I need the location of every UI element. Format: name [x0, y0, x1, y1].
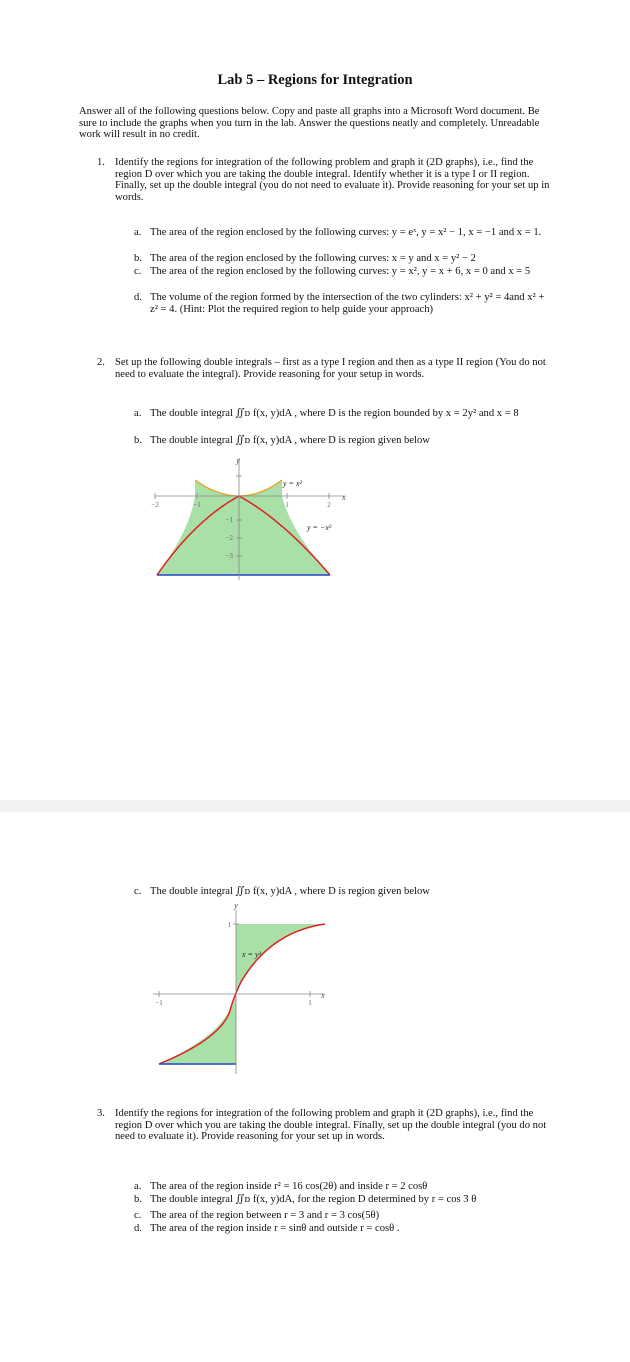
graph1-xtick-label-m1: −1: [193, 501, 201, 509]
graph1-ytick-label-m3: −3: [225, 552, 233, 560]
graph1-xtick-label-m2: −2: [151, 501, 159, 509]
graph1-ytick-label-m1: −1: [225, 516, 233, 524]
graph-region-c: [145, 902, 345, 1082]
graph1-x-axis-label: x: [342, 493, 346, 502]
q3-item-c-text: The area of the region between r = 3 and r = 3 cos(5θ): [150, 1210, 380, 1221]
question-1-number: 1.: [97, 157, 105, 168]
q3-item-a-label: a.: [134, 1181, 142, 1192]
q3-item-d-text: The area of the region inside r = sinθ and outside r = cosθ .: [150, 1223, 400, 1234]
graph2-y-axis-label: y: [234, 902, 238, 910]
graph2-x-axis-label: x: [321, 991, 325, 1000]
graph1-top-curve-label: y = x²: [283, 479, 302, 488]
q3-item-c-label: c.: [134, 1210, 142, 1221]
q1-item-b-label: b.: [134, 253, 142, 264]
q1-item-d-text: The volume of the region formed by the intersection of the two cylinders: x² + y² = 4and x² + z² = 4. (Hint: Plot the required region to help guide your approach): [150, 292, 545, 315]
q2-item-c-text: The double integral ∬ᴅ f(x, y)dA , where D is region given below: [150, 886, 430, 897]
graph2-fill-lower: [159, 994, 236, 1064]
graph2-fill-upper: [236, 924, 325, 994]
q2-item-a-label: a.: [134, 408, 142, 419]
q2-item-a-text: The double integral ∬ᴅ f(x, y)dA , where D is the region bounded by x = 2y² and x = 8: [150, 408, 519, 419]
q1-item-b-text: The area of the region enclosed by the following curves: x = y and x = y² − 2: [150, 253, 476, 264]
graph2-curve-label: x = y³: [242, 950, 261, 959]
graph1-xtick-label-1: 1: [285, 501, 289, 509]
q2-item-c-label: c.: [134, 886, 142, 897]
page-title: Lab 5 – Regions for Integration: [217, 72, 413, 88]
q2-item-b-label: b.: [134, 435, 142, 446]
q3-item-b-label: b.: [134, 1194, 142, 1205]
question-2-text: Set up the following double integrals – first as a type I region and then as a type II region (You do not need to evaluate the integral). Provide reasoning for your setup in words.: [115, 357, 546, 380]
graph1-fill-region: [157, 480, 330, 575]
question-2-number: 2.: [97, 357, 105, 368]
q3-item-a-text: The area of the region inside r² = 16 cos(2θ) and inside r = 2 cosθ: [150, 1181, 428, 1192]
graph1-y-axis-label: y: [236, 456, 240, 465]
q3-item-d-label: d.: [134, 1223, 142, 1234]
page-2: [0, 812, 630, 1362]
q1-item-a-text: The area of the region enclosed by the following curves: y = eˣ, y = x² − 1, x = −1 and x = 1.: [150, 227, 542, 238]
q3-item-b-text: The double integral ∬ᴅ f(x, y)dA, for the region D determined by r = cos 3 θ: [150, 1194, 477, 1205]
q1-item-d-label: d.: [134, 292, 142, 303]
graph2-xtick-label-m1: −1: [155, 999, 163, 1007]
graph1-ytick-label-m2: −2: [225, 534, 233, 542]
question-3-number: 3.: [97, 1108, 105, 1119]
graph1-bottom-curve-label: y = −x²: [307, 523, 332, 532]
graph2-xtick-label-1: 1: [308, 999, 312, 1007]
intro-paragraph: Answer all of the following questions below. Copy and paste all graphs into a Microsoft Word document. Be sure to include the graphs when you turn in the lab. Answer the questions neatly and completely. Unreadable work will result in no credit.: [79, 106, 540, 141]
question-1-text: Identify the regions for integration of the following problem and graph it (2D graphs), i.e., find the region D over which you are taking the double integral. Identify whether it is a type I or II region. Finally, set up the double integral (you do not need to evaluate it). Provide reasoning for your set up in words.: [115, 157, 550, 203]
q1-item-a-label: a.: [134, 227, 142, 238]
q2-item-b-text: The double integral ∬ᴅ f(x, y)dA , where D is region given below: [150, 435, 430, 446]
graph2-ytick-label-1: 1: [227, 921, 231, 929]
q1-item-c-text: The area of the region enclosed by the following curves: y = x², y = x + 6, x = 0 and x = 5: [150, 266, 531, 277]
question-3-text: Identify the regions for integration of the following problem and graph it (2D graphs), i.e., find the region D over which you are taking the double integral. Finally, set up the double integral (you do not need to evaluate it). Provide reasoning for your set up in words.: [115, 1108, 547, 1143]
q1-item-c-label: c.: [134, 266, 142, 277]
graph1-xtick-label-2: 2: [327, 501, 331, 509]
graph-region-b: [140, 450, 370, 585]
